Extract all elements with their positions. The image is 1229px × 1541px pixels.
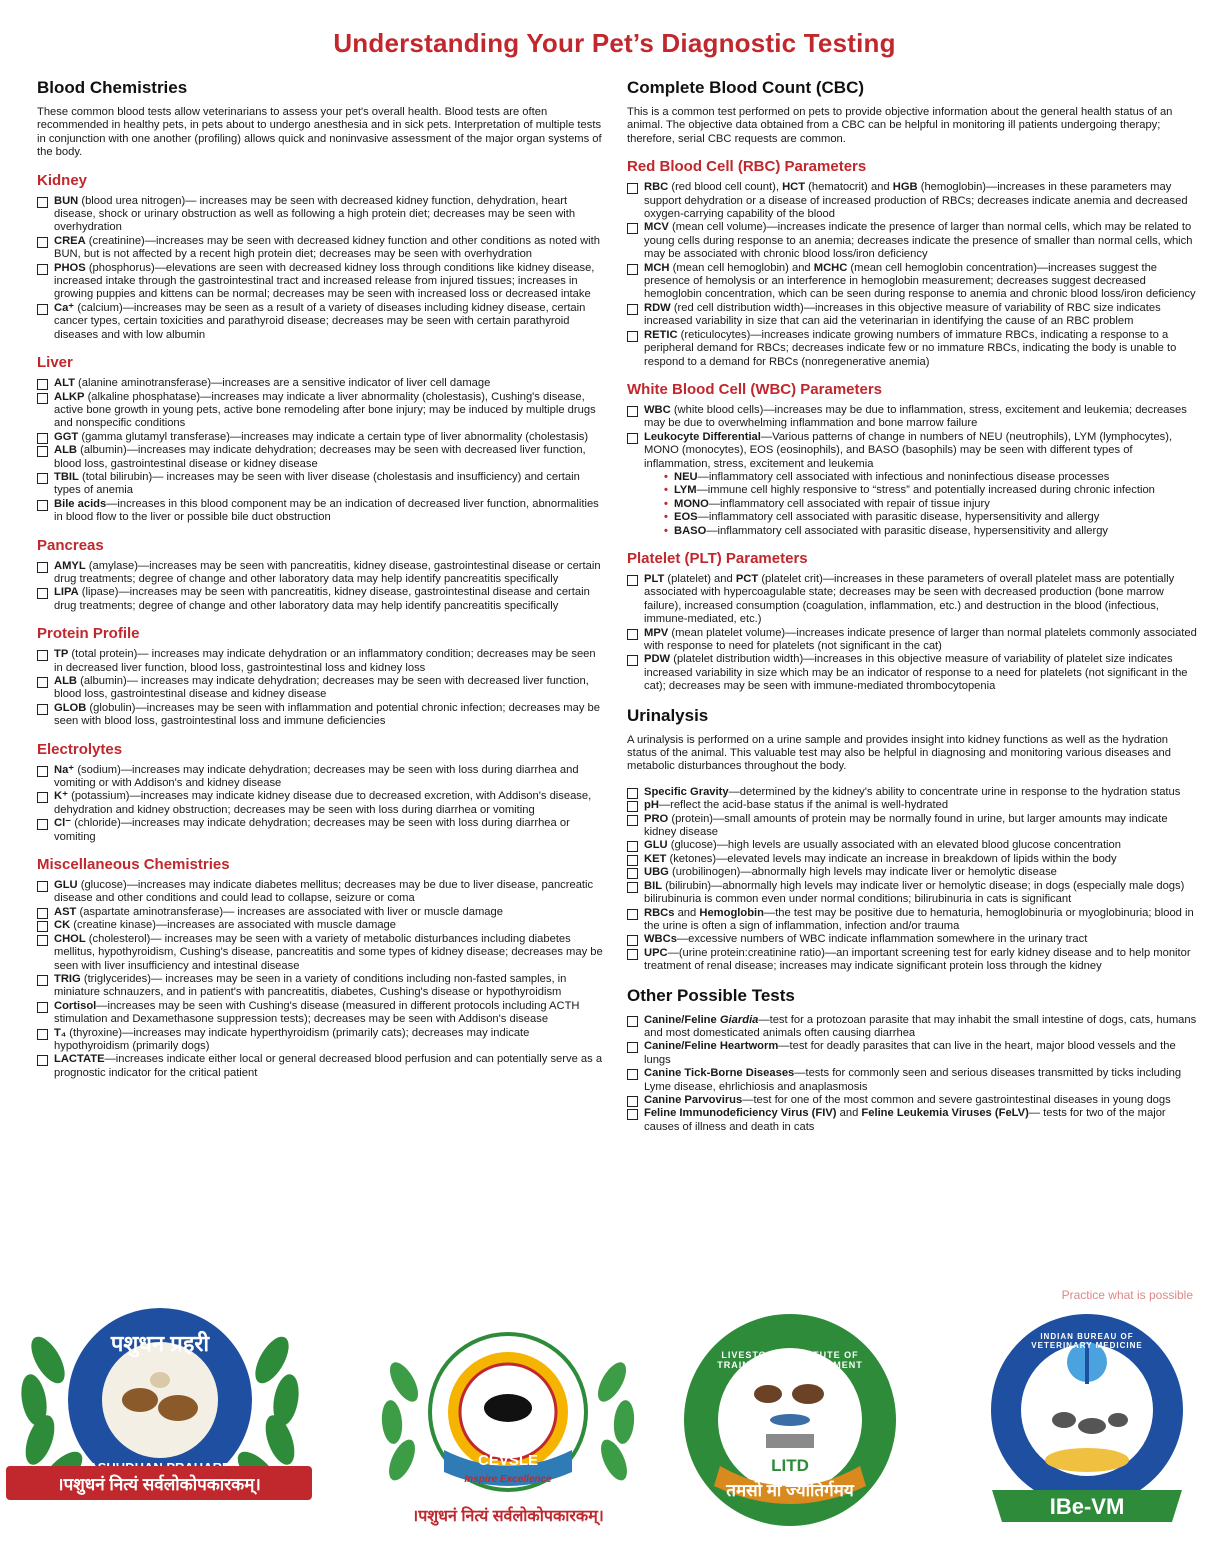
cell-abbreviation: EOS [674, 511, 698, 524]
test-item [627, 573, 1197, 627]
checkbox-icon[interactable] [37, 473, 48, 484]
urinalysis-intro: A urinalysis is performed on a urine sample and provides insight into kidney functions as well as the hydration status of the animal. This valuable test may also be helpful in diagnosing and monitoring various diseases and metabolic disturbances throughout the body. [627, 733, 1171, 773]
test-description: (blood urea nitrogen)— increases may be seen with decreased kidney function, dehydration, heart disease, shock or urinary obstruction as well as following a high protein diet; decreases may be seen with overhydration [54, 194, 576, 234]
section-title: Miscellaneous Chemistries [37, 856, 230, 874]
test-description: (creatinine)—increases may be seen with decreased kidney function and other conditions as noted with BUN, but is not affected by a recent high protein diet; decreases may be seen with overhydration [54, 234, 600, 261]
logo3-motto: तमसो मा ज्योतिर्गमय [726, 1481, 854, 1500]
checkbox-icon[interactable] [37, 881, 48, 892]
test-item [627, 866, 1197, 879]
test-description: PLT (platelet) and PCT (platelet crit)—increases in these parameters of overall platelet mass are potentially associated with hypercoagulable state; decreases may be seen with decreased production (bone marrow failure), increased consumption (coagulation, inflammation, etc.) and destruction in the blood (infectious, immune-mediated, etc.) [644, 572, 1175, 626]
test-description: (lipase)—increases may be seen with pancreatitis, kidney disease, gastrointestinal disease and certain drug treatments; degree of change and other laboratory data may help identify pancreatitis specifically [54, 586, 590, 612]
checkbox-icon[interactable] [627, 629, 638, 640]
section-liver [37, 354, 607, 524]
leukocyte-subitem [627, 471, 1197, 484]
test-abbreviation: ALB [54, 675, 77, 687]
checkbox-icon[interactable] [627, 406, 638, 417]
section-pancreas [37, 537, 607, 614]
cbc-intro: This is a common test performed on pets to provide objective information about the general health status of an animal. The objective data obtained from a CBC can be helpful in monitoring ill patients undergoing therapy; therefore, serial CBC requests are common. [627, 106, 1173, 145]
test-description: —increases in this blood component may be an indication of decreased liver function, abnormalities in blood flow to the liver or possible bile duct obstruction [54, 497, 599, 524]
test-description: (amylase)—increases may be seen with pancreatitis, kidney disease, gastrointestinal disease or certain drug treatments; degree of change and other laboratory data may help identify pancreatitis specifically [54, 559, 601, 585]
logo4-name: IBe-VM [1049, 1494, 1125, 1519]
test-item [627, 1067, 1197, 1094]
test-item [37, 1000, 607, 1027]
test-abbreviation: PHOS [54, 261, 86, 274]
section-title: Pancreas [37, 536, 104, 554]
section-electrolytes [37, 741, 607, 844]
cell-abbreviation: LYM [674, 484, 697, 497]
checkbox-icon[interactable] [37, 921, 48, 932]
test-abbreviation: ALB [54, 444, 77, 457]
test-item [37, 817, 607, 844]
cell-description: —inflammatory cell associated with parasitic disease, hypersensitivity and allergy [706, 524, 1109, 537]
test-item [37, 262, 607, 302]
test-abbreviation: ALKP [54, 390, 85, 403]
checkbox-icon[interactable] [627, 304, 638, 315]
checkbox-icon[interactable] [37, 393, 48, 404]
test-item [37, 675, 607, 702]
test-description: BIL (bilirubin)—abnormally high levels may indicate liver or hemolytic disease; in dogs (especially male dogs) bilirubinuria is common even under normal conditions; bilirubinuria in cats is significant [644, 879, 1185, 906]
test-item [37, 431, 607, 444]
test-item [37, 648, 607, 675]
test-description: Canine/Feline Giardia—test for a protozoan parasite that may inhabit the small intestine of dogs, cats, humans and most domesticated animals often causing diarrhea [644, 1013, 1197, 1039]
test-item [627, 221, 1197, 261]
page-title: Understanding Your Pet’s Diagnostic Testing [333, 28, 896, 58]
test-abbreviation: AMYL [54, 559, 86, 572]
blood-chemistries-heading: Blood Chemistries [37, 78, 188, 97]
checkbox-icon[interactable] [627, 935, 638, 946]
checkbox-icon[interactable] [37, 379, 48, 390]
logo-strip [0, 1300, 1229, 1536]
test-description: RETIC (reticulocytes)—increases indicate growing numbers of immature RBCs, indicating a response to a peripheral demand for RBCs; decreases indicate few or no immature RBCs, indicating the body is unable to respond to a demand for RBCs (nonregenerative anemia) [644, 328, 1177, 368]
test-abbreviation: LACTATE [54, 1053, 105, 1066]
checkbox-icon[interactable] [37, 1029, 48, 1040]
checkbox-icon[interactable] [37, 264, 48, 275]
cell-abbreviation: BASO [674, 524, 707, 537]
checkbox-icon[interactable] [627, 331, 638, 342]
test-description: (albumin)— increases may indicate dehydration; decreases may be seen with decreased liver function, blood loss, gastrointestinal disease and kidney disease [54, 675, 589, 701]
wbc-items [627, 404, 1197, 471]
section-protein-profile [37, 625, 607, 728]
test-description: MPV (mean platelet volume)—increases indicate presence of larger than normal platelets commonly associated with response to need for platelets (not significant in the cat) [644, 626, 1197, 652]
checkbox-icon[interactable] [627, 882, 638, 893]
checkbox-icon[interactable] [627, 1096, 638, 1107]
checkbox-icon[interactable] [627, 223, 638, 234]
test-description: (albumin)—increases may indicate dehydration; decreases may be seen with decreased liver function, blood loss, gastrointestinal disease or kidney disease [54, 444, 586, 470]
checkbox-icon[interactable] [627, 183, 638, 194]
left-sections [37, 172, 607, 1081]
checkbox-icon[interactable] [627, 841, 638, 852]
other-tests-heading: Other Possible Tests [627, 985, 795, 1005]
blood-chemistries-intro: These common blood tests allow veterinarians to assess your pet's overall health. Blood tests are often recommended in healthy pets, in pets about to undergo anesthesia and in sick pets. Interpretation of multiple tests in conjunction with one another (profiling) allows quick and noninvasive assessment of the major organ systems of the body. [37, 106, 602, 159]
checkbox-icon[interactable] [627, 433, 638, 444]
test-abbreviation: T₄ [54, 1026, 67, 1039]
cbc-column [627, 78, 1197, 1146]
leukocyte-subitem [627, 511, 1197, 524]
cevsle-logo [358, 1332, 658, 1536]
logo1-ribbon: ।पशुधनं नित्यं सर्वलोकोपकारकम्। [6, 1466, 312, 1500]
test-description: (total bilirubin)— increases may be seen with liver disease (cholestasis and insufficiency) and certain types of anemia [54, 470, 580, 497]
test-abbreviation: Cortisol [54, 999, 97, 1012]
section-title: Electrolytes [37, 740, 123, 758]
logo2-tagline: Inspire Excellence [464, 1474, 552, 1485]
checkbox-icon[interactable] [627, 1042, 638, 1053]
other-tests-items [627, 1014, 1197, 1135]
test-description: Specific Gravity—determined by the kidney's ability to concentrate urine in response to the hydration status [644, 785, 1181, 798]
checkbox-icon[interactable] [37, 197, 48, 208]
checkbox-icon[interactable] [37, 500, 48, 511]
handshake-icon [1045, 1448, 1129, 1472]
test-item [37, 195, 607, 235]
checkbox-icon[interactable] [37, 1055, 48, 1066]
test-description: RBC (red blood cell count), HCT (hematocrit) and HGB (hemoglobin)—increases in these parameters may support dehydration or a disease of increased production of RBCs; decreases indicate anemia and decreased oxygen-carrying capability of the blood [644, 181, 1188, 221]
bullet-icon: • [664, 511, 668, 524]
test-abbreviation: GLOB [54, 701, 87, 714]
blood-chemistries-column [37, 78, 607, 1092]
urinalysis-items [627, 786, 1197, 974]
test-item [37, 879, 607, 906]
test-description: (thyroxine)—increases may indicate hyperthyroidism (primarily cats); decreases may indicate hypothyroidism (primarily dogs) [54, 1026, 530, 1052]
test-abbreviation: CHOL [54, 932, 86, 945]
test-abbreviation: ALT [54, 377, 75, 390]
test-description: (calcium)—increases may be seen as a result of a variety of diseases including kidney disease, certain cancer types, certain toxicities and parathyroid disease; decreases may be seen with certain parathyroid diseases and with low albumin [54, 301, 586, 341]
test-item [37, 391, 607, 431]
bullet-icon: • [664, 484, 668, 497]
test-item [37, 586, 607, 613]
test-item [37, 471, 607, 498]
test-item [627, 813, 1197, 840]
test-description: (aspartate aminotransferase)— increases are associated with liver or muscle damage [76, 905, 503, 918]
cow-icon [484, 1394, 532, 1422]
test-description: (total protein)— increases may indicate dehydration or an inflammatory condition; decreases may be seen in decreased liver function, blood loss, gastrointestinal loss and kidney loss [54, 648, 596, 674]
checkbox-icon[interactable] [627, 801, 638, 812]
checkbox-icon[interactable] [37, 766, 48, 777]
test-abbreviation: TP [54, 648, 69, 661]
test-description: RDW (red cell distribution width)—increases in this objective measure of variability of RBC size indicates increased variability in size that can aid the veterinarian in identifying the cause of an RBC problem [644, 301, 1161, 328]
test-item [627, 627, 1197, 654]
rbc-items [627, 181, 1197, 369]
checkbox-icon[interactable] [37, 237, 48, 248]
test-item [627, 181, 1197, 221]
test-description: (chloride)—increases may indicate dehydration; decreases may be seen with loss during diarrhea or vomiting [54, 817, 570, 843]
bullet-icon: • [664, 497, 668, 510]
test-abbreviation: Ca⁺ [54, 301, 75, 314]
leukocyte-subitem [627, 498, 1197, 511]
test-description: (globulin)—increases may be seen with inflammation and potential chronic infection; decreases may be seen with blood loss, gastrointestinal loss and immune deficiencies [54, 701, 600, 728]
bullet-icon: • [664, 524, 668, 537]
test-abbreviation: CK [54, 919, 71, 932]
test-abbreviation: AST [54, 905, 77, 918]
section-kidney [37, 172, 607, 342]
test-item [627, 799, 1197, 812]
plt-section [627, 550, 1197, 694]
leukocyte-subitem [627, 525, 1197, 538]
test-description: Feline Immunodeficiency Virus (FIV) and Feline Leukemia Viruses (FeLV)— tests for two of the major causes of illness and death in cats [644, 1107, 1166, 1133]
checkbox-icon[interactable] [37, 1002, 48, 1013]
checkbox-icon[interactable] [627, 909, 638, 920]
test-description: (alanine aminotransferase)—increases are a sensitive indicator of liver cell damage [74, 377, 491, 390]
urinalysis-section [627, 706, 1197, 974]
checkbox-icon[interactable] [37, 935, 48, 946]
test-abbreviation: Bile acids [54, 497, 107, 510]
test-item [37, 560, 607, 587]
cell-abbreviation: MONO [674, 497, 709, 510]
test-item [627, 1014, 1197, 1041]
test-description: (cholesterol)— increases may be seen with a variety of metabolic disturbances including diabetes mellitus, hypothyroidism, Cushing's disease, pancreatitis and some types of kidney disease; decreases may be seen with liver insufficiency and intestinal disease [54, 932, 603, 972]
test-abbreviation: K⁺ [54, 790, 68, 803]
test-description: —increases may be seen with Cushing's disease (measured in different protocols including ACTH stimulation and Dexamethasone suppression tests); decreases may be seen with Addison's disease [54, 999, 580, 1026]
test-abbreviation: Na⁺ [54, 763, 75, 776]
test-description: (phosphorus)—elevations are seen with decreased kidney loss through conditions like kidney disease, increased intake through the gastrointestinal tract and increased release from injured tissues; increases in growing puppies and kittens can be normal; decreases may be seen with increased loss or decreased intake [54, 261, 595, 301]
test-item [37, 377, 607, 390]
test-item [37, 973, 607, 1000]
checkbox-icon[interactable] [37, 446, 48, 457]
test-abbreviation: CREA [54, 234, 86, 247]
cell-description: —immune cell highly responsive to “stress” and potentially increased during chronic infection [696, 484, 1155, 497]
test-description: MCH (mean cell hemoglobin) and MCHC (mean cell hemoglobin concentration)—increases suggest the presence of hemolysis or an interference in hemoglobin measurement; decreases suggest decreased hemoglobin concentration, which can be seen during response to anemia and chronic blood loss/iron deficiency [644, 261, 1196, 301]
checkbox-icon[interactable] [627, 575, 638, 586]
test-abbreviation: BUN [54, 194, 79, 207]
checkbox-icon[interactable] [37, 650, 48, 661]
cell-description: —inflammatory cell associated with parasitic disease, hypersensitivity and allergy [697, 511, 1100, 524]
litd-logo [680, 1310, 900, 1530]
checkbox-icon[interactable] [37, 433, 48, 444]
test-item [37, 1027, 607, 1054]
test-abbreviation: LIPA [54, 586, 79, 599]
test-item [37, 919, 607, 932]
test-item [627, 1107, 1197, 1134]
test-description: PRO (protein)—small amounts of protein may be normally found in urine, but larger amounts may indicate kidney disease [644, 812, 1168, 839]
test-description: Canine/Feline Heartworm—test for deadly parasites that can live in the heart, major blood vessels and the lungs [644, 1040, 1176, 1066]
cbc-heading: Complete Blood Count (CBC) [627, 78, 865, 97]
test-description: (creatine kinase)—increases are associated with muscle damage [70, 919, 397, 932]
test-item [627, 880, 1197, 907]
test-item [37, 764, 607, 791]
test-abbreviation: Cl⁻ [54, 817, 72, 830]
test-description: pH—reflect the acid-base status if the animal is well-hydrated [644, 799, 949, 812]
test-item [37, 302, 607, 342]
test-description: MCV (mean cell volume)—increases indicate the presence of larger than normal cells, which may be related to young cells during response to an anemia; decreases indicate the presence of smaller than normal cells, which may be associated with chronic blood loss/iron deficiency [644, 221, 1193, 261]
test-item [37, 1053, 607, 1080]
checkbox-icon[interactable] [627, 264, 638, 275]
test-description: Leukocyte Differential—Various patterns of change in numbers of NEU (neutrophils), LYM (lymphocytes), MONO (monocytes), EOS (eosinophils), and BASO (basophils) may be seen with different types of inflammation, stress, excitement and leukemia [644, 430, 1173, 470]
test-abbreviation: GGT [54, 430, 79, 443]
test-description: (triglycerides)— increases may be seen in a variety of conditions including non-fasted samples, in miniature schnauzers, and in patient's with pancreatitis, diabetes, Cushing's disease or hypothyroidism [54, 972, 567, 999]
rbc-section [627, 158, 1197, 369]
logo2-ribbon: ।पशुधनं नित्यं सर्वलोकोपकारकम्। [412, 1508, 604, 1525]
test-description: (alkaline phosphatase)—increases may indicate a liver abnormality (cholestasis), Cushing's disease, active bone growth in young pets, active bone remodeling after bone injury; may be induced by multiple drugs and nonspecific conditions [54, 390, 596, 430]
checkbox-icon[interactable] [627, 655, 638, 666]
test-item [627, 653, 1197, 693]
logo3-name: LITD [771, 1456, 809, 1475]
cell-abbreviation: NEU [674, 470, 698, 483]
test-item [627, 1094, 1197, 1107]
section-title: Kidney [37, 171, 88, 189]
logo2-name: CEVSLE [477, 1452, 538, 1469]
other-tests-section [627, 986, 1197, 1135]
checkbox-icon[interactable] [627, 815, 638, 826]
logo4-ring-text: INDIAN BUREAU OF VETERINARY MEDICINE [1031, 1332, 1143, 1350]
checkbox-icon[interactable] [627, 868, 638, 879]
test-abbreviation: GLU [54, 879, 78, 892]
checkbox-icon[interactable] [627, 855, 638, 866]
plt-items [627, 573, 1197, 694]
leukocyte-subitem [627, 484, 1197, 497]
test-description: RBCs and Hemoglobin—the test may be positive due to hematuria, hemoglobinuria or myoglobinuria; blood in the urine is often a sign of inflammation, infection and/or trauma [644, 906, 1194, 932]
section-title: Liver [37, 354, 73, 372]
test-description: (sodium)—increases may indicate dehydration; decreases may be seen with loss during diarrhea and vomiting or with Addison's and kidney disease [54, 763, 579, 790]
rbc-title: Red Blood Cell (RBC) Parameters [627, 158, 867, 176]
test-description: GLU (glucose)—high levels are usually associated with an elevated blood glucose concentration [644, 839, 1121, 852]
test-item [37, 906, 607, 919]
logo1-top-text: पशुधन प्रहरी [110, 1331, 210, 1356]
test-description: PDW (platelet distribution width)—increases in this objective measure of variability of platelet size indicates increased variability in size which may be an indicator of response to a need for platelets (not significant in the cat); decreases may be seen with immune-mediated thrombocytopenia [644, 653, 1188, 693]
test-item [37, 444, 607, 471]
test-description: (gamma glutamyl transferase)—increases may indicate a certain type of liver abnormality (cholestasis) [78, 430, 589, 443]
test-item [627, 329, 1197, 369]
wbc-section [627, 381, 1197, 538]
checkbox-icon[interactable] [37, 677, 48, 688]
test-item [627, 907, 1197, 934]
section-miscellaneous-chemistries [37, 856, 607, 1080]
checkbox-icon[interactable] [37, 704, 48, 715]
wbc-title: White Blood Cell (WBC) Parameters [627, 380, 883, 398]
test-description: UPC—(urine protein:creatinine ratio)—an important screening test for early kidney disease and to help monitor treatment of renal disease; increases may indicate significant protein loss through the kidney [644, 946, 1191, 973]
test-item [627, 933, 1197, 946]
cell-description: —inflammatory cell associated with repair of tissue injury [708, 497, 990, 510]
checkbox-icon[interactable] [37, 562, 48, 573]
test-item [627, 786, 1197, 799]
test-abbreviation: TRIG [54, 972, 81, 985]
test-item [37, 702, 607, 729]
ibe-vm-logo [972, 1310, 1202, 1536]
checkbox-icon[interactable] [37, 908, 48, 919]
test-item [627, 431, 1197, 471]
test-description: WBCs—excessive numbers of WBC indicate inflammation somewhere in the urinary tract [644, 933, 1088, 946]
bullet-icon: • [664, 470, 668, 483]
test-description: WBC (white blood cells)—increases may be due to inflammation, stress, excitement and leukemia; decreases may be due to overwhelming inflammation and bone marrow failure [644, 403, 1187, 430]
cell-description: —inflammatory cell associated with infectious and noninfectious disease processes [697, 470, 1110, 483]
section-title: Protein Profile [37, 625, 140, 643]
logo3-ring-text: LIVESTOCK INSTITUTE OF TRAINING & DEVELOPMENT [717, 1350, 863, 1370]
checkbox-icon[interactable] [627, 949, 638, 960]
pashudhan-praharee-logo [0, 1300, 320, 1536]
footer-faint-text: Practice what is possible [1061, 1288, 1193, 1302]
test-description: KET (ketones)—elevated levels may indicate an increase in breakdown of lipids within the body [644, 852, 1117, 865]
checkbox-icon[interactable] [627, 1109, 638, 1120]
checkbox-icon[interactable] [627, 1016, 638, 1027]
plt-title: Platelet (PLT) Parameters [627, 549, 808, 567]
test-item [627, 839, 1197, 852]
wbc-sub-items [627, 471, 1197, 538]
test-item [627, 404, 1197, 431]
test-description: Canine Tick-Borne Diseases—tests for commonly seen and serious diseases transmitted by ticks including Lyme disease, ehrlichiosis and anaplasmosis [644, 1067, 1182, 1093]
checkbox-icon[interactable] [37, 304, 48, 315]
test-item [37, 790, 607, 817]
urinalysis-heading: Urinalysis [627, 705, 709, 725]
test-description: (potassium)—increases may indicate kidney disease due to decreased excretion, with Addison's disease, dehydration and kidney obstruction; decreases may be seen with loss during diarrhea or vomiting [54, 790, 592, 816]
test-item [627, 1040, 1197, 1067]
test-item [627, 262, 1197, 302]
test-item [37, 235, 607, 262]
test-item [627, 302, 1197, 329]
test-item [627, 947, 1197, 974]
test-description: —increases indicate either local or general decreased blood perfusion and can potentially serve as a prognostic indicator for the critical patient [54, 1053, 603, 1079]
checkbox-icon[interactable] [37, 819, 48, 830]
test-abbreviation: TBIL [54, 470, 79, 483]
test-item [627, 853, 1197, 866]
checkbox-icon[interactable] [37, 588, 48, 599]
checkbox-icon[interactable] [627, 788, 638, 799]
checkbox-icon[interactable] [37, 975, 48, 986]
test-description: UBG (urobilinogen)—abnormally high levels may indicate liver or hemolytic disease [644, 866, 1057, 879]
test-description: (glucose)—increases may indicate diabetes mellitus; decreases may be due to liver disease, pancreatic disease and other conditions and could lead to collapse, seizure or coma [54, 879, 594, 905]
test-description: Canine Parvovirus—test for one of the most common and severe gastrointestinal diseases in young dogs [644, 1093, 1171, 1106]
test-item [37, 933, 607, 973]
checkbox-icon[interactable] [37, 792, 48, 803]
test-item [37, 498, 607, 525]
checkbox-icon[interactable] [627, 1069, 638, 1080]
